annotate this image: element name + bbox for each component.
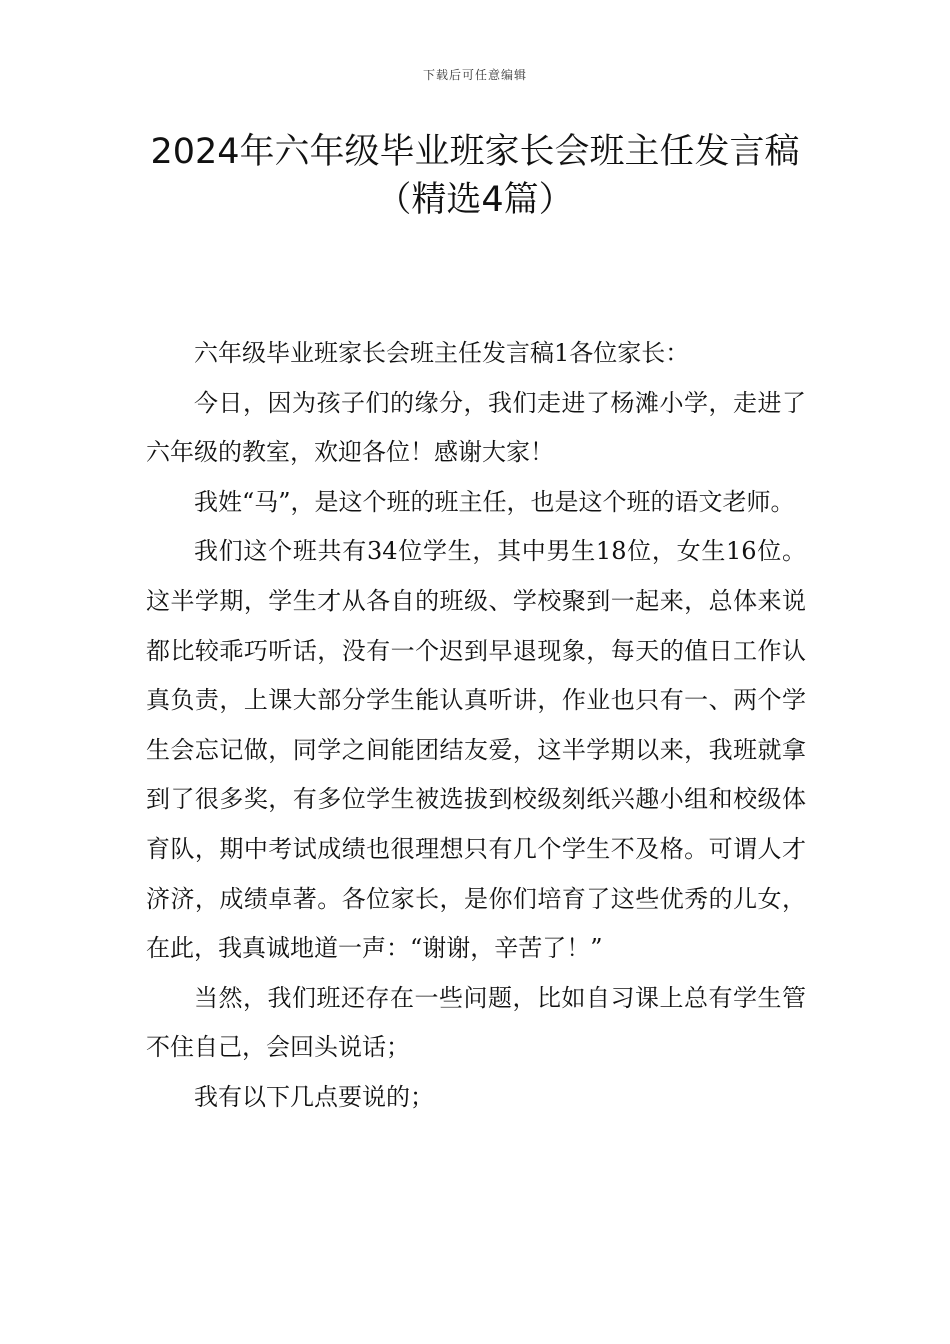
paragraph-problems: 当然，我们班还存在一些问题，比如自习课上总有学生管不住自己，会回头说话； bbox=[146, 983, 806, 1062]
document-body bbox=[146, 329, 806, 1123]
paragraph-greeting: 六年级毕业班家长会班主任发言稿1各位家长： bbox=[194, 339, 690, 367]
paragraph-class-overview: 我们这个班共有34位学生，其中男生18位，女生16位。这半学期，学生才从各自的班级、学校聚到一起来，总体来说都比较乖巧听话，没有一个迟到早退现象，每天的值日工作认真负责，上课大部分学生能认真听讲，作业也只有一、两个学生会忘记做，同学之间能团结友爱，这半学期以来，我班就拿到了很多奖，有多位学生被选拔到校级刻纸兴趣小组和校级体育队，期中考试成绩也很理想只有几个学生不及格。可谓人才济济，成绩卓著。各位家长，是你们培育了这些优秀的儿女，在此，我真诚地道一声：“谢谢，辛苦了！” bbox=[146, 537, 806, 963]
title-line-1: 2024年六年级毕业班家长会班主任发言稿 bbox=[150, 132, 800, 172]
title-line-2: （精选4篇） bbox=[376, 180, 574, 220]
paragraph-introduction: 我姓“马”，是这个班的班主任，也是这个班的语文老师。 bbox=[194, 487, 795, 516]
document-title bbox=[60, 128, 890, 224]
header-note: 下载后可任意编辑 bbox=[422, 68, 527, 82]
paragraph-welcome: 今日，因为孩子们的缘分，我们走进了杨滩小学，走进了六年级的教室，欢迎各位！感谢大家！ bbox=[146, 388, 806, 467]
paragraph-points: 我有以下几点要说的； bbox=[194, 1082, 434, 1111]
